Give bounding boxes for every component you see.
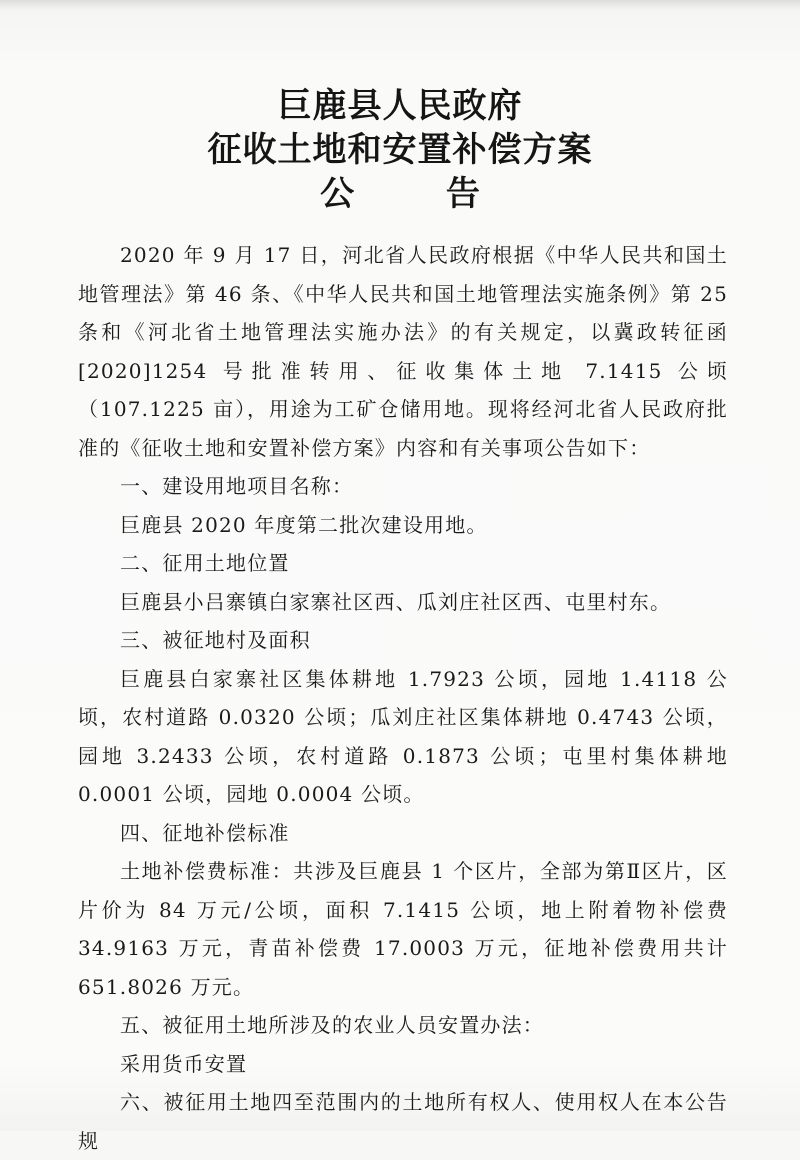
title-line-3: 公 告 bbox=[320, 174, 520, 214]
section-content-5: 采用货币安置 bbox=[120, 1051, 248, 1076]
section-heading-6: 六、被征用土地四至范围内的土地所有权人、使用权人在本公告规 bbox=[78, 1090, 728, 1153]
section-heading-2: 二、征用土地位置 bbox=[120, 551, 290, 575]
section-content-2: 巨鹿县小吕寨镇白家寨社区西、瓜刘庄社区西、屯里村东。 bbox=[120, 589, 672, 614]
section-heading-3: 三、被征地村及面积 bbox=[120, 628, 311, 652]
title-line-2: 征收土地和安置补偿方案 bbox=[207, 130, 593, 170]
intro-paragraph: 2020 年 9 月 17 日，河北省人民政府根据《中华人民共和国土地管理法》第 46 条、《中华人民共和国土地管理法实施条例》第 25 条和《河北省土地管理法实施办法》的有关规定，以冀政转征函[2020]1254 号批准转用、征收集体土地 7.1415 公顷（107.1225 亩），用途为工矿仓储用地。现将经河北省人民政府批准的《征收土地和安置补偿方案》内容和有关事项公告如下： bbox=[78, 243, 728, 460]
section-heading-5: 五、被征用土地所涉及的农业人员安置办法： bbox=[120, 1013, 544, 1037]
section-content-1: 巨鹿县 2020 年度第二批次建设用地。 bbox=[120, 512, 488, 537]
title-line-1: 巨鹿县人民政府 bbox=[277, 86, 523, 126]
document-body bbox=[78, 236, 728, 1160]
section-heading-4: 四、征地补偿标准 bbox=[120, 820, 290, 845]
section-content-4: 土地补偿费标准：共涉及巨鹿县 1 个区片，全部为第Ⅱ区片，区片价为 84 万元/公顷，面积 7.1415 公顷，地上附着物补偿费 34.9163 万元，青苗补偿费 17.0003 万元，征地补偿费用共计 651.8026 万元。 bbox=[78, 859, 728, 999]
scan-shadow bbox=[0, 0, 800, 10]
section-heading-1: 一、建设用地项目名称： bbox=[120, 474, 354, 498]
document-title bbox=[0, 84, 800, 216]
section-content-3: 巨鹿县白家寨社区集体耕地 1.7923 公顷，园地 1.4118 公顷，农村道路 0.0320 公顷；瓜刘庄社区集体耕地 0.4743 公顷，园地 3.2433 公顷，农村道路 0.1873 公顷；屯里村集体耕地 0.0001 公顷，园地 0.0004 公顷。 bbox=[78, 666, 728, 806]
